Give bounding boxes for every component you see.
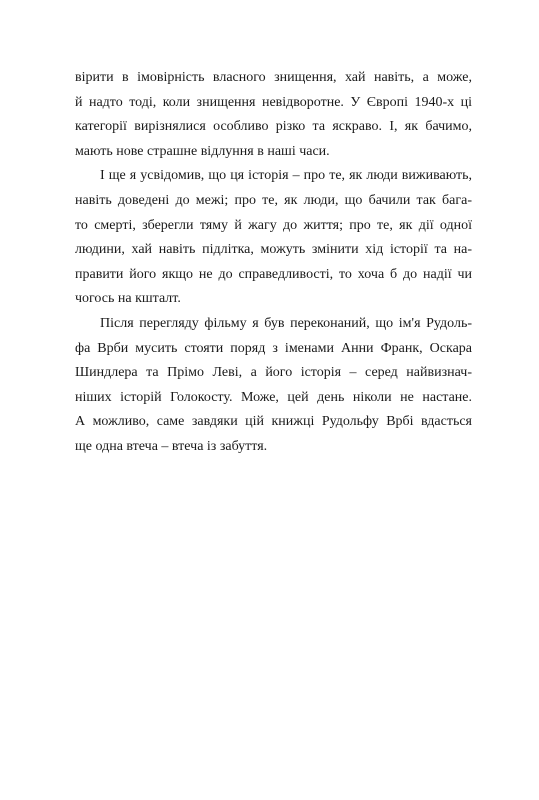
text-line: І ще я усвідомив, що ця історія – про те, як люди виживають, [100, 168, 472, 184]
text-line: ще одна втеча – втеча із забуття. [75, 438, 268, 454]
text-line: Після перегляду фільму я був переконаний, що ім'я Рудоль- [100, 315, 472, 331]
text-line: категорії вирізнялися особливо різко та яскраво. І, як бачимо, [75, 119, 472, 135]
text-line: вірити в імовірність власного знищення, хай навіть, а може, [75, 70, 472, 85]
text-line: ніших історій Голокосту. Може, цей день ніколи не настане. [75, 389, 472, 405]
text-line: й надто тоді, коли знищення невідворотне. У Європі 1940-х ці [75, 94, 472, 110]
text-line: то смерті, зберегли тяму й жагу до життя; про те, як дії одної [75, 217, 472, 233]
paragraph-2 [75, 164, 472, 312]
paragraph-3 [75, 312, 472, 460]
text-line: правити його якщо не до справедливості, то хоча б до надії чи [75, 266, 472, 282]
text-line: А можливо, саме завдяки цій книжці Рудольфу Врбі вдасться [75, 414, 472, 430]
text-line: мають нове страшне відлуння в наші часи. [75, 143, 330, 159]
text-line: фа Врби мусить стояти поряд з іменами Анни Франк, Оскара [75, 340, 472, 356]
body-text [75, 66, 472, 460]
text-line: навіть доведені до межі; про те, як люди, що бачили так бага- [75, 192, 472, 208]
text-line: Шиндлера та Прімо Леві, а його історія – серед найвизнач- [75, 365, 472, 381]
paragraph-1 [75, 66, 472, 164]
text-line: людини, хай навіть підлітка, можуть змінити хід історії та на- [75, 242, 472, 258]
text-line: чогось на кшталт. [75, 291, 181, 307]
